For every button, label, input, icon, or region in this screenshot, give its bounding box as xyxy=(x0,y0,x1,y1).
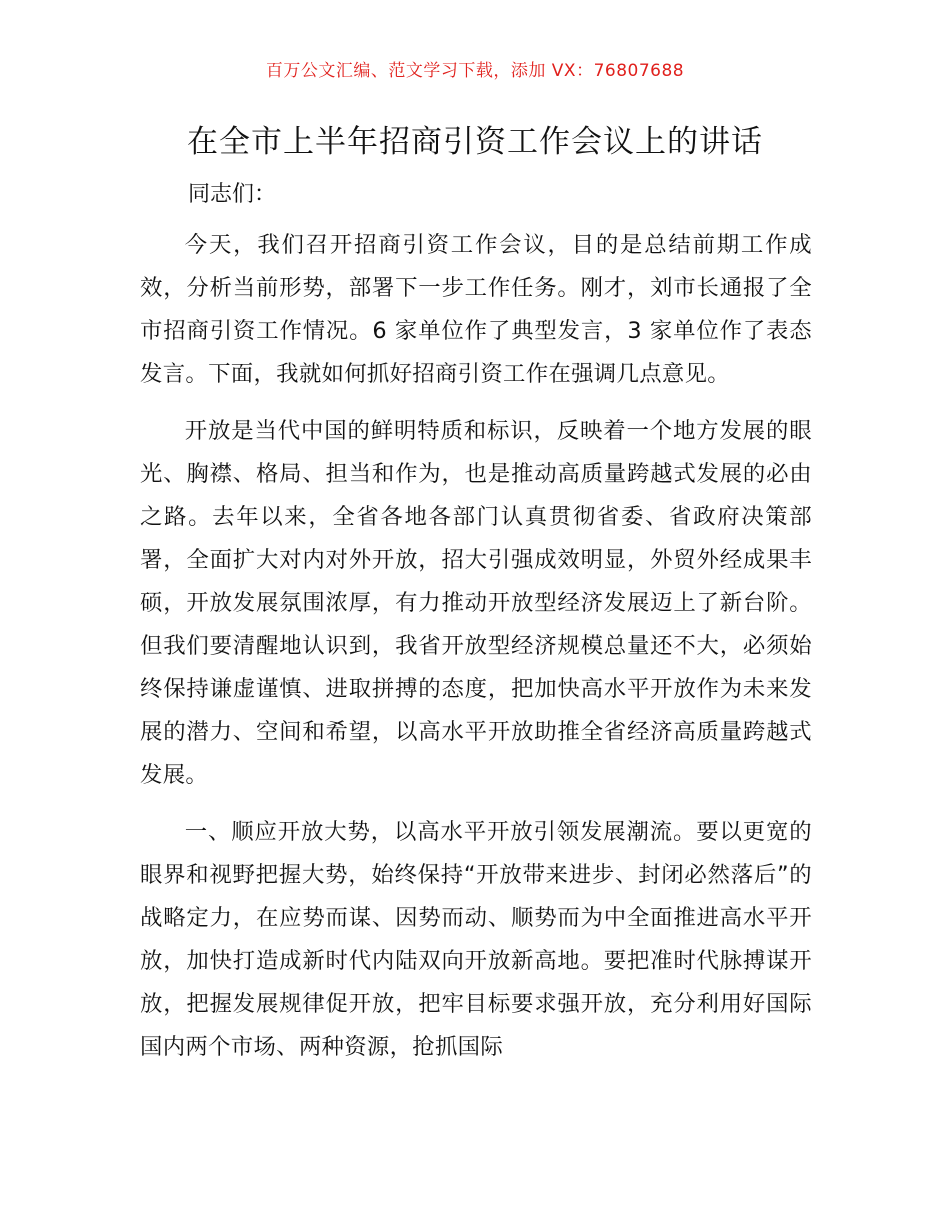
paragraph-2: 开放是当代中国的鲜明特质和标识，反映着一个地方发展的眼光、胸襟、格局、担当和作为，也是推动高质量跨越式发展的必由之路。去年以来，全省各地各部门认真贯彻省委、省政府决策部署，全面扩大对内对外开放，招大引强成效明显，外贸外经成果丰硕，开放发展氛围浓厚，有力推动开放型经济发展迈上了新台阶。但我们要清醒地认识到，我省开放型经济规模总量还不大，必须始终保持谦虚谨慎、进取拼搏的态度，把加快高水平开放作为未来发展的潜力、空间和希望，以高水平开放助推全省经济高质量跨越式发展。 xyxy=(140,418,812,788)
watermark-banner: 百万公文汇编、范文学习下载，添加 VX：76807688 xyxy=(265,61,685,81)
paragraph-1: 今天，我们召开招商引资工作会议，目的是总结前期工作成效，分析当前形势，部署下一步工作任务。刚才，刘市长通报了全市招商引资工作情况。6 家单位作了典型发言，3 家单位作了表态发言。下面，我就如何抓好招商引资工作在强调几点意见。 xyxy=(140,232,812,387)
salutation: 同志们： xyxy=(188,182,277,207)
document-body xyxy=(140,224,812,1083)
paragraph-3: 一、顺应开放大势，以高水平开放引领发展潮流。要以更宽的眼界和视野把握大势，始终保持“开放带来进步、封闭必然落后”的战略定力，在应势而谋、因势而动、顺势而为中全面推进高水平开放，加快打造成新时代内陆双向开放新高地。要把准时代脉搏谋开放，把握发展规律促开放，把牢目标要求强开放，充分利用好国际国内两个市场、两种资源，抢抓国际 xyxy=(140,819,812,1060)
document-title: 在全市上半年招商引资工作会议上的讲话 xyxy=(187,124,763,160)
